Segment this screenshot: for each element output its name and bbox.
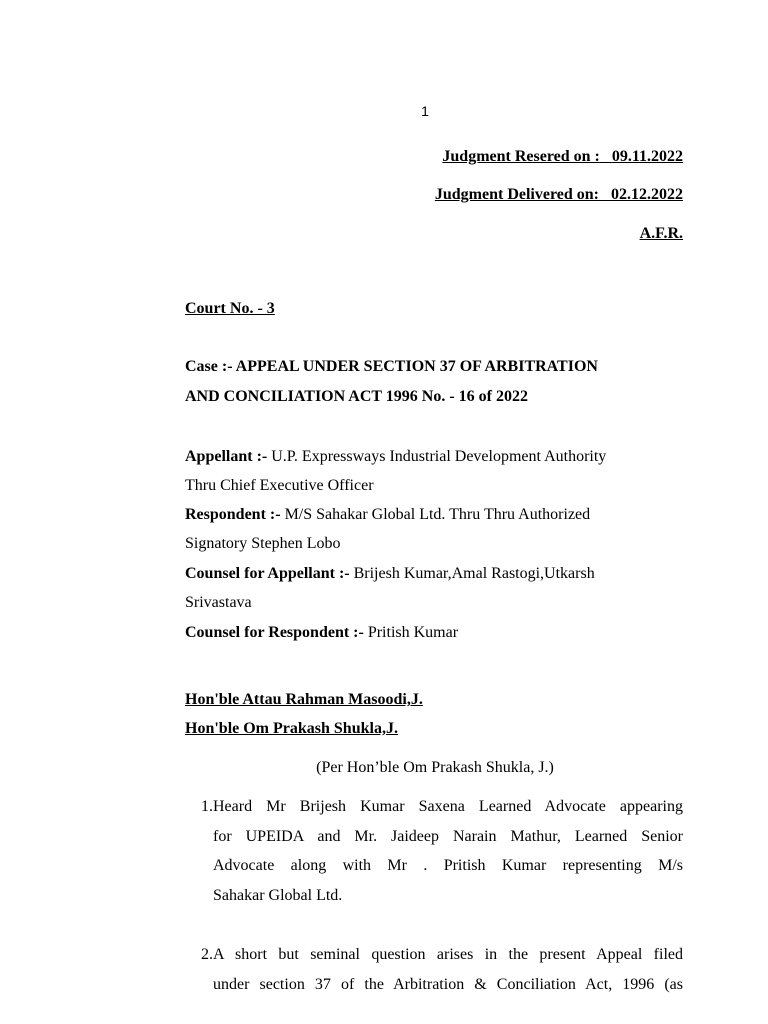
reserved-label: Judgment Resered on : — [442, 148, 600, 165]
paragraph-1-line2: for UPEIDA and Mr. Jaideep Narain Mathur, Learned Senior — [213, 827, 683, 845]
counsel-appellant-label: Counsel for Appellant :- — [185, 565, 350, 582]
counsel-appellant-line2: Srivastava — [185, 594, 252, 611]
counsel-respondent-label: Counsel for Respondent :- — [185, 624, 364, 641]
paragraph-2 — [185, 940, 683, 999]
paragraph-2-line2: under section 37 of the Arbitration & Conciliation Act, 1996 (as — [213, 975, 683, 993]
respondent-name: M/S Sahakar Global Ltd. Thru Thru Authorized — [284, 506, 591, 523]
appellant-label: Appellant :- — [185, 448, 268, 465]
respondent-line2: Signatory Stephen Lobo — [185, 535, 341, 552]
page-number: 1 — [421, 103, 429, 119]
counsel-respondent-line — [185, 624, 685, 642]
paragraph-1 — [185, 792, 683, 910]
case-title-line2: AND CONCILIATION ACT 1996 No. - 16 of 2022 — [185, 388, 528, 405]
respondent-line1 — [185, 506, 685, 524]
case-title-line1 — [185, 358, 685, 376]
judgment-delivered-line — [435, 186, 683, 204]
paragraph-1-line3: Advocate along with Mr . Pritish Kumar representing M/s — [213, 857, 683, 874]
counsel-appellant-line1 — [185, 565, 685, 583]
paragraph-1-number: 1. — [201, 798, 213, 815]
delivered-date: 02.12.2022 — [611, 186, 683, 203]
per-judge-line: (Per Hon’ble Om Prakash Shukla, J.) — [316, 759, 554, 776]
appellant-name: U.P. Expressways Industrial Development Authority — [271, 448, 607, 465]
appellant-line1 — [185, 448, 685, 466]
paragraph-1-line4: Sahakar Global Ltd. — [213, 886, 343, 904]
reserved-date: 09.11.2022 — [611, 148, 683, 165]
judge-2: Hon'ble Om Prakash Shukla,J. — [185, 720, 398, 737]
paragraph-1-line1: Heard Mr Brijesh Kumar Saxena Learned Advocate appearing — [213, 798, 683, 815]
counsel-respondent-name: Pritish Kumar — [367, 624, 459, 641]
case-label: Case :- — [185, 358, 233, 375]
afr-marker: A.F.R. — [639, 225, 683, 242]
paragraph-2-number: 2. — [201, 946, 213, 963]
court-number: Court No. - 3 — [185, 300, 275, 317]
judgment-reserved-line — [442, 148, 683, 166]
delivered-label: Judgment Delivered on: — [434, 186, 599, 203]
case-title-part1: APPEAL UNDER SECTION 37 OF ARBITRATION — [235, 358, 598, 375]
paragraph-2-line1: A short but seminal question arises in the present Appeal filed — [213, 946, 683, 963]
judge-1: Hon'ble Attau Rahman Masoodi,J. — [185, 691, 423, 708]
counsel-appellant-names: Brijesh Kumar,Amal Rastogi,Utkarsh — [353, 565, 595, 582]
appellant-line2: Thru Chief Executive Officer — [185, 477, 374, 494]
respondent-label: Respondent :- — [185, 506, 281, 523]
